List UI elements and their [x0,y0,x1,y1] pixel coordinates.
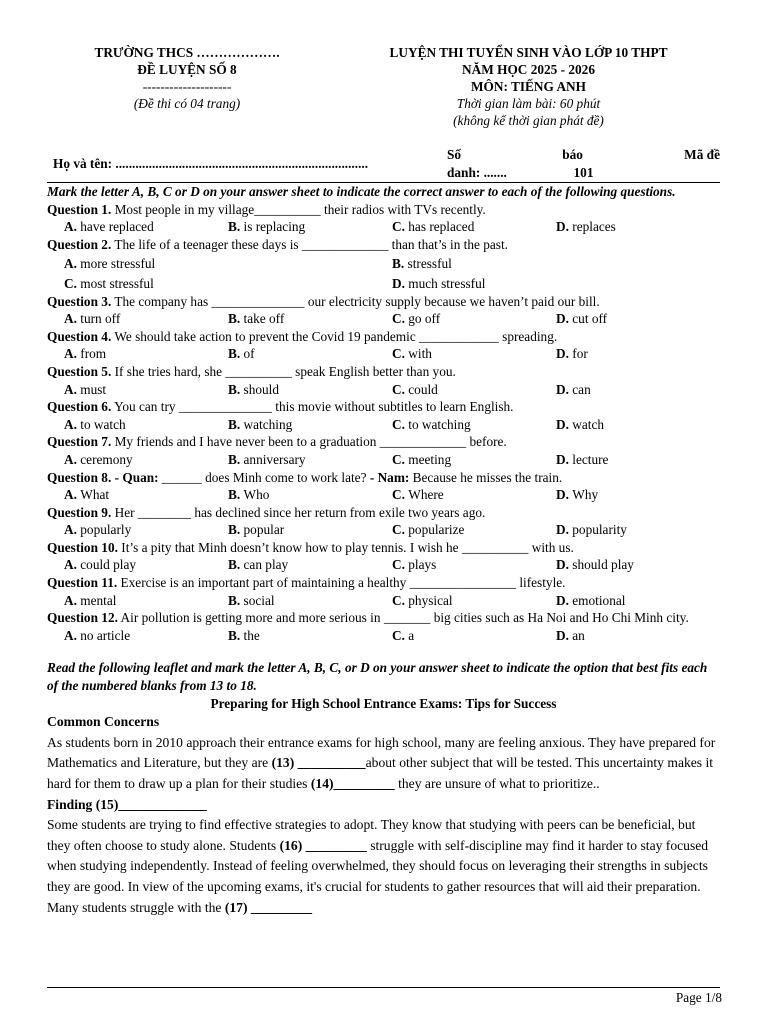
option-text: of [243,346,255,362]
option-row [64,275,720,293]
answer-option[interactable] [64,218,228,236]
option-letter: C. [64,275,77,291]
time-limit: Thời gian làm bài: 60 phút [456,96,601,111]
question-8 [47,469,720,487]
answer-option[interactable] [392,255,720,273]
option-letter: D. [556,627,569,643]
candidate-info-row [47,146,720,183]
option-text: should play [572,557,634,573]
option-row [64,627,720,645]
option-text: anniversary [243,451,306,467]
answer-option[interactable] [228,218,392,236]
option-text: popular [243,522,285,538]
option-text: is replacing [243,219,306,235]
paragraph-2 [47,815,720,918]
option-letter: A. [64,256,77,272]
question-label: Question 2. [47,236,112,252]
option-text: no article [80,627,131,643]
page-number: Page 1/8 [675,990,722,1005]
answer-option[interactable] [228,381,392,399]
option-text: turn off [80,311,121,327]
answer-option[interactable] [228,521,392,539]
question-7 [47,433,720,451]
exam-header [47,44,720,134]
answer-option[interactable] [64,556,228,574]
answer-option[interactable] [64,275,392,293]
blank-17: (17) _________ [224,899,313,915]
option-letter: C. [392,487,405,503]
blank-13: (13) __________ [271,755,366,771]
question-4 [47,328,720,346]
answer-option[interactable] [556,416,720,434]
option-row [64,486,720,504]
answer-option[interactable] [556,627,720,645]
question-text: The company has ______________ our electricity supply because we haven’t paid our bill. [111,293,600,309]
question-label: Question 3. [47,293,112,309]
answer-option[interactable] [64,451,228,469]
option-row [64,345,720,363]
option-text: ceremony [80,451,133,467]
option-text: to watch [80,416,126,432]
option-text: What [80,487,110,503]
answer-option[interactable] [228,486,392,504]
option-letter: B. [228,557,241,573]
option-text: cut off [572,311,608,327]
option-letter: B. [228,627,241,643]
option-letter: A. [64,557,77,573]
option-text: watch [572,416,605,432]
exam-title: LUYỆN THI TUYỂN SINH VÀO LỚP 10 THPT [389,45,668,60]
answer-option[interactable] [64,381,228,399]
option-letter: C. [392,627,405,643]
answer-option[interactable] [556,310,720,328]
option-letter: C. [392,381,405,397]
option-letter: A. [64,487,77,503]
section-common-concerns: Common Concerns [47,714,160,730]
question-text: The life of a teenager these days is _____________ than that’s in the past. [111,236,508,252]
danh-label: danh: ....... [447,165,507,180]
bao-label: báo [562,147,583,162]
header-dashes: -------------------- [142,79,232,94]
option-row [64,381,720,399]
option-text: has replaced [408,219,475,235]
option-text: have replaced [80,219,154,235]
question-2 [47,236,720,254]
question-label: Question 6. [47,399,112,415]
para1-text-c: they are unsure of what to prioritize.. [394,776,600,791]
question-label: Question 9. [47,504,112,520]
option-text: social [243,592,275,608]
exam-number: ĐỀ LUYỆN SỐ 8 [137,62,237,77]
option-letter: C. [392,311,405,327]
question-label: Question 10. [47,539,118,555]
answer-option[interactable] [392,310,556,328]
option-letter: B. [228,451,241,467]
answer-option[interactable] [64,310,228,328]
answer-option[interactable] [228,416,392,434]
question-label: Question 12. [47,610,118,626]
school-name: TRƯỜNG THCS ………………. [94,45,280,60]
option-letter: D. [556,219,569,235]
question-text: Most people in my village__________ their radios with TVs recently. [111,201,486,217]
question-11 [47,574,720,592]
option-text: Why [572,487,599,503]
answer-option[interactable] [556,592,720,610]
option-letter: C. [392,451,405,467]
option-text: could [408,381,438,397]
question-label: Question 1. [47,201,112,217]
option-text: popularly [80,522,132,538]
para2-text-a: Some students are trying to find effective strategies to adopt. They know that studying with peers can be beneficial, but they often choose to study alone. Students [47,817,696,853]
option-letter: A. [64,627,77,643]
option-text: Who [243,487,270,503]
option-letter: A. [64,381,77,397]
question-text: Exercise is an important part of maintaining a healthy ________________ lifestyle. [117,575,566,591]
option-text: the [243,627,260,643]
answer-option[interactable] [392,627,556,645]
answer-option[interactable] [556,451,720,469]
answer-option[interactable] [64,592,228,610]
question-text-extra: Because he misses the train. [409,469,563,485]
option-letter: A. [64,522,77,538]
answer-option[interactable] [64,255,392,273]
option-letter: C. [392,557,405,573]
so-label: Số [447,147,462,162]
answer-option[interactable] [64,521,228,539]
answer-option[interactable] [228,451,392,469]
answer-option[interactable] [228,627,392,645]
answer-option[interactable] [64,345,228,363]
option-text: plays [408,557,437,573]
school-year: NĂM HỌC 2025 - 2026 [462,62,595,77]
option-letter: C. [392,522,405,538]
option-letter: C. [392,592,405,608]
subject: MÔN: TIẾNG ANH [470,79,586,94]
option-letter: B. [228,592,241,608]
option-letter: B. [228,311,241,327]
exam-body [47,183,720,918]
exam-code-label: Mã đề [684,147,720,162]
question-text: ______ does Minh come to work late? [158,469,370,485]
question-1 [47,201,720,219]
answer-option[interactable] [392,521,556,539]
option-text: Where [408,487,444,503]
question-label: Question 11. [47,575,118,591]
speaker-label: - Nam: [369,469,410,485]
option-letter: A. [64,311,77,327]
option-text: with [408,346,432,362]
option-row [64,592,720,610]
option-letter: D. [556,451,569,467]
answer-option[interactable] [392,381,556,399]
option-letter: C. [392,416,405,432]
question-label: Question 5. [47,363,112,379]
section-finding: Finding (15)_____________ [47,796,207,812]
question-3 [47,293,720,311]
option-text: replaces [572,219,616,235]
answer-option[interactable] [228,345,392,363]
blank-16: (16) _________ [279,837,367,853]
option-text: meeting [408,451,452,467]
option-letter: D. [556,522,569,538]
option-row [64,416,720,434]
answer-option[interactable] [228,556,392,574]
option-letter: B. [228,416,241,432]
option-letter: A. [64,416,77,432]
answer-option[interactable] [556,218,720,236]
option-text: lecture [572,451,609,467]
option-text: can [572,381,591,397]
option-text: go off [408,311,441,327]
para1-text-b: about other subject that will be tested. This uncertainty makes it hard for them to draw up a plan for their studies [47,755,714,791]
instruction-mcq: Mark the letter A, B, C or D on your answer sheet to indicate the correct answer to each of the following questions. [47,184,676,199]
option-letter: D. [556,346,569,362]
answer-option[interactable] [64,416,228,434]
option-text: much stressful [408,275,486,291]
answer-option[interactable] [392,451,556,469]
option-row [64,451,720,469]
question-5 [47,363,720,381]
option-text: a [408,627,415,643]
option-row [64,310,720,328]
answer-option[interactable] [392,416,556,434]
option-letter: D. [556,311,569,327]
answer-option[interactable] [228,310,392,328]
para2-text-b: struggle with self-discipline may find it harder to stay focused when studying independently. Instead of feeling overwhelmed, they should focus on leveraging their strengths in subjects they are good. In view of the upcoming exams, it's crucial for students to gather resources that will aid their preparation. Many students struggle with the [47,837,709,915]
question-text: It’s a pity that Minh doesn’t know how to play tennis. I wish he __________ with us. [117,539,574,555]
question-text: If she tries hard, she __________ speak English better than you. [111,363,456,379]
option-text: from [80,346,107,362]
option-row [64,521,720,539]
option-text: for [572,346,588,362]
option-letter: B. [228,219,241,235]
answer-option[interactable] [392,275,720,293]
option-letter: C. [392,346,405,362]
option-text: can play [243,557,289,573]
pages-note: (Đề thi có 04 trang) [133,96,241,111]
option-letter: D. [556,381,569,397]
option-text: popularity [572,522,627,538]
option-text: to watching [408,416,471,432]
option-letter: C. [392,219,405,235]
answer-option[interactable] [392,218,556,236]
answer-option[interactable] [392,592,556,610]
option-letter: D. [556,557,569,573]
answer-option[interactable] [392,345,556,363]
option-text: emotional [572,592,626,608]
option-letter: A. [64,451,77,467]
option-text: could play [80,557,137,573]
option-row [64,218,720,236]
question-list [47,201,720,645]
option-text: should [243,381,279,397]
option-letter: D. [392,275,405,291]
instruction-leaflet: Read the following leaflet and mark the letter A, B, C, or D on your answer sheet to indicate the option that best fits each of the numbered blanks from 13 to 18. [47,660,708,694]
question-12 [47,609,720,627]
answer-option[interactable] [556,345,720,363]
question-text: Her ________ has declined since her return from exile two years ago. [111,504,486,520]
option-letter: D. [556,487,569,503]
leaflet-title: Preparing for High School Entrance Exams: Tips for Success [210,695,557,711]
time-note: (không kể thời gian phát đề) [453,113,604,128]
question-10 [47,539,720,557]
question-text: You can try ______________ this movie without subtitles to learn English. [111,399,514,415]
question-label: Question 7. [47,434,112,450]
footer-divider [47,987,720,988]
question-6 [47,398,720,416]
school-block [47,44,327,112]
option-text: more stressful [80,256,156,272]
option-text: must [80,381,107,397]
option-text: watching [243,416,293,432]
exam-code: 101 [573,165,594,180]
question-text: Air pollution is getting more and more serious in _______ big cities such as Ha Noi and Ho Chi Minh city. [117,610,689,626]
option-letter: B. [228,346,241,362]
option-letter: B. [228,381,241,397]
option-row [64,556,720,574]
para1-text-a: As students born in 2010 approach their entrance exams for high school, many are feeling anxious. They have prepared for Mathematics and Literature, but they are [47,734,716,771]
question-label: Question 8. - Quan: [47,469,159,485]
answer-option[interactable] [556,521,720,539]
option-letter: D. [556,592,569,608]
answer-option[interactable] [64,486,228,504]
question-text: My friends and I have never been to a graduation _____________ before. [111,434,507,450]
option-letter: B. [228,487,241,503]
option-letter: A. [64,592,77,608]
option-text: most stressful [80,275,154,291]
option-text: mental [80,592,117,608]
answer-option[interactable] [556,556,720,574]
answer-option[interactable] [228,592,392,610]
question-label: Question 4. [47,328,112,344]
option-text: popularize [408,522,465,538]
candidate-name-field: Họ và tên: ............................................................................ [53,156,369,171]
candidate-number-block [447,146,720,182]
answer-option[interactable] [556,486,720,504]
option-text: stressful [407,256,452,272]
blank-14: (14)_________ [310,776,395,791]
option-text: physical [408,592,453,608]
option-letter: A. [64,219,77,235]
answer-option[interactable] [556,381,720,399]
option-letter: B. [228,522,241,538]
paragraph-1 [47,733,720,795]
answer-option[interactable] [64,627,228,645]
option-text: take off [243,311,285,327]
question-9 [47,504,720,522]
exam-title-block [337,44,720,129]
option-row [64,255,720,273]
answer-option[interactable] [392,486,556,504]
answer-option[interactable] [392,556,556,574]
option-text: an [572,627,585,643]
option-letter: B. [392,256,405,272]
option-letter: D. [556,416,569,432]
option-letter: A. [64,346,77,362]
question-text: We should take action to prevent the Covid 19 pandemic ____________ spreading. [111,328,558,344]
